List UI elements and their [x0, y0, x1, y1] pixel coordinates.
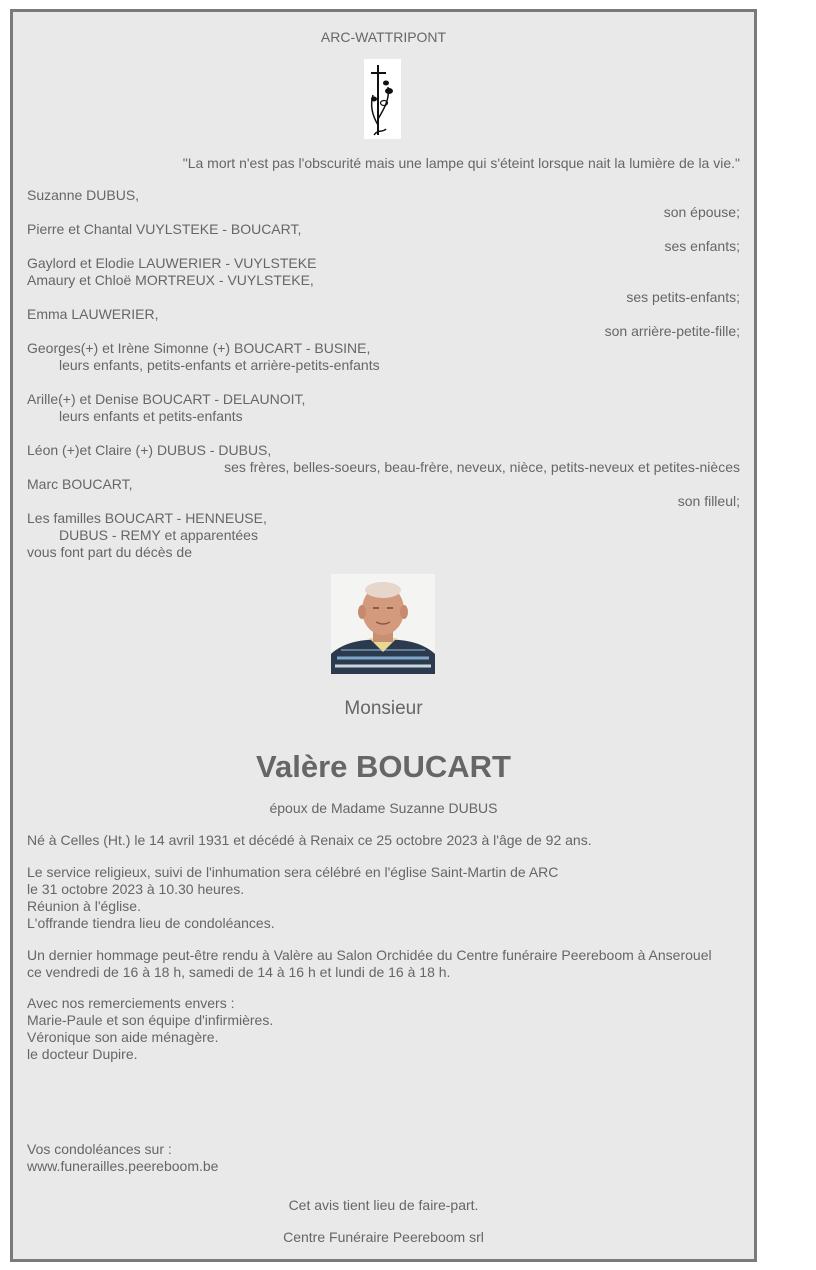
notice-text: Cet avis tient lieu de faire-part. — [288, 1197, 479, 1213]
homage-line: ce vendredi de 16 à 18 h, samedi de 14 à 16 h et lundi de 16 à 18 h. — [27, 964, 451, 980]
family-member: Gaylord et Elodie LAUWERIER - VUYLSTEKE — [27, 255, 317, 271]
service-line: le 31 octobre 2023 à 10.30 heures. — [27, 881, 245, 897]
deceased-title: Monsieur — [344, 698, 423, 719]
location-heading: ARC-WATTRIPONT — [320, 29, 447, 45]
family-member: Léon (+)et Claire (+) DUBUS - DUBUS, — [27, 442, 272, 458]
family-subline: DUBUS - REMY et apparentées — [59, 527, 258, 543]
family-member: Emma LAUWERIER, — [27, 306, 159, 322]
announcement-text: vous font part du décès de — [27, 544, 192, 560]
thanks-line: Marie-Paule et son équipe d'infirmières. — [27, 1012, 274, 1028]
thanks-line: le docteur Dupire. — [27, 1046, 138, 1062]
website-link[interactable]: www.funerailles.peereboom.be — [27, 1158, 219, 1174]
deceased-name: Valère BOUCART — [256, 749, 511, 784]
obituary-card — [10, 9, 757, 1262]
deceased-photo — [331, 574, 435, 674]
quote-text: "La mort n'est pas l'obscurité mais une lampe qui s'éteint lorsque nait la lumière de la vie." — [182, 155, 740, 171]
family-member: Marc BOUCART, — [27, 476, 133, 492]
family-member: Les familles BOUCART - HENNEUSE, — [27, 510, 267, 526]
service-line: Réunion à l'église. — [27, 898, 141, 914]
company-name: Centre Funéraire Peereboom srl — [283, 1229, 484, 1245]
cross-icon — [364, 59, 401, 139]
family-relation: son épouse; — [663, 204, 740, 220]
service-line: Le service religieux, suivi de l'inhumation sera célébré en l'église Saint-Martin de ARC — [27, 864, 559, 880]
thanks-line: Véronique son aide ménagère. — [27, 1029, 219, 1045]
homage-line: Un dernier hommage peut-être rendu à Valère au Salon Orchidée du Centre funéraire Peereboom à Anserouel — [27, 947, 712, 963]
family-relation: son arrière-petite-fille; — [604, 323, 740, 339]
family-relation: ses enfants; — [664, 238, 740, 254]
family-member: Pierre et Chantal VUYLSTEKE - BOUCART, — [27, 221, 302, 237]
spouse-line: époux de Madame Suzanne DUBUS — [269, 800, 498, 816]
family-member: Amaury et Chloë MORTREUX - VUYLSTEKE, — [27, 272, 314, 288]
family-relation: ses frères, belles-soeurs, beau-frère, neveux, nièce, petits-neveux et petites-nièces — [224, 459, 740, 475]
family-subline: leurs enfants, petits-enfants et arrière-petits-enfants — [59, 357, 380, 373]
service-line: L'offrande tiendra lieu de condoléances. — [27, 915, 275, 931]
thanks-line: Avec nos remerciements envers : — [27, 995, 235, 1011]
condolences-label: Vos condoléances sur : — [27, 1141, 172, 1157]
family-relation: ses petits-enfants; — [626, 289, 740, 305]
family-member: Georges(+) et Irène Simonne (+) BOUCART - BUSINE, — [27, 340, 371, 356]
birth-death-line: Né à Celles (Ht.) le 14 avril 1931 et décédé à Renaix ce 25 octobre 2023 à l'âge de 92 ans. — [27, 832, 592, 848]
family-member: Arille(+) et Denise BOUCART - DELAUNOIT, — [27, 391, 306, 407]
family-relation: son filleul; — [677, 493, 740, 509]
family-member: Suzanne DUBUS, — [27, 187, 140, 203]
family-subline: leurs enfants et petits-enfants — [59, 408, 243, 424]
